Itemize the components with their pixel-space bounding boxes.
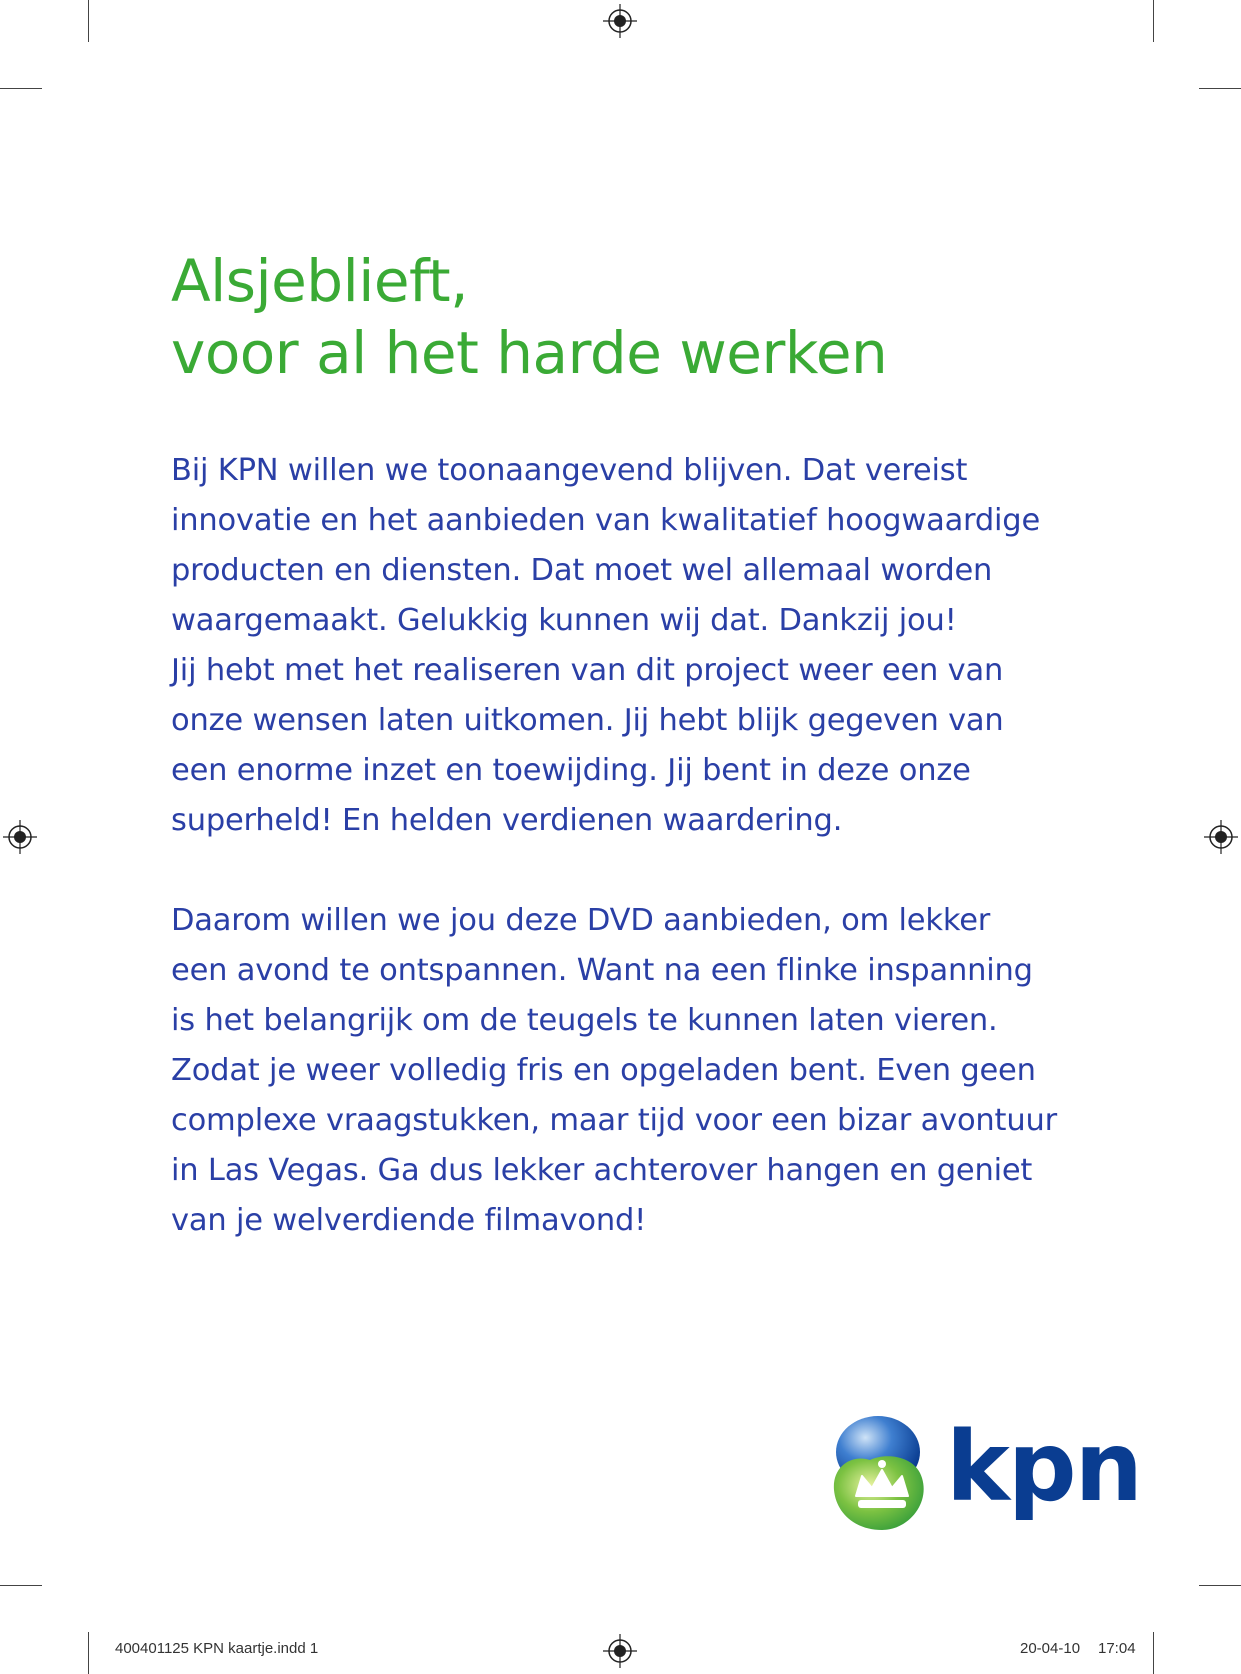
paragraph-2 — [171, 896, 1101, 1246]
paragraph-line: complexe vraagstukken, maar tijd voor een bizar avontuur — [171, 1103, 1057, 1138]
paragraph-line: producten en diensten. Dat moet wel allemaal worden — [171, 553, 993, 588]
kpn-wordmark: kpn — [946, 1411, 1141, 1523]
paragraph-line: Bij KPN willen we toonaangevend blijven. Dat vereist — [171, 453, 968, 488]
headline-line-2: voor al het harde werken — [171, 319, 888, 387]
slug-date: 20-04-10 — [1020, 1640, 1081, 1657]
crop-mark — [1153, 1632, 1154, 1674]
paragraph-line: een enorme inzet en toewijding. Jij bent in deze onze — [171, 753, 971, 788]
slug-time: 17:04 — [1098, 1640, 1136, 1657]
paragraph-line: waargemaakt. Gelukkig kunnen wij dat. Dankzij jou! — [171, 603, 957, 638]
paragraph-line: is het belangrijk om de teugels te kunnen laten vieren. — [171, 1003, 998, 1038]
crop-mark — [0, 1585, 42, 1586]
registration-mark-icon — [1204, 820, 1238, 854]
registration-mark-icon — [3, 820, 37, 854]
paragraph-line: van je welverdiende filmavond! — [171, 1203, 647, 1238]
paragraph-line: Daarom willen we jou deze DVD aanbieden, om lekker — [171, 903, 991, 938]
paragraph-line: Jij hebt met het realiseren van dit project weer een van — [171, 653, 1004, 688]
registration-mark-icon — [603, 4, 637, 38]
paragraph-1 — [171, 446, 1101, 846]
headline-line-1: Alsjeblieft, — [171, 247, 469, 315]
paragraph-line: onze wensen laten uitkomen. Jij hebt blijk gegeven van — [171, 703, 1004, 738]
headline — [171, 245, 887, 389]
crop-mark — [88, 0, 89, 42]
paragraph-line: Zodat je weer volledig fris en opgeladen bent. Even geen — [171, 1053, 1036, 1088]
kpn-crown-icon — [826, 1412, 938, 1534]
crop-mark — [1199, 88, 1241, 89]
registration-mark-icon — [603, 1634, 637, 1668]
paragraph-line: in Las Vegas. Ga dus lekker achterover hangen en geniet — [171, 1153, 1033, 1188]
crop-mark — [1153, 0, 1154, 42]
paragraph-line: een avond te ontspannen. Want na een flinke inspanning — [171, 953, 1033, 988]
paragraph-line: superheld! En helden verdienen waardering. — [171, 803, 843, 838]
crop-mark — [88, 1632, 89, 1674]
crop-mark — [1199, 1585, 1241, 1586]
crop-mark — [0, 88, 42, 89]
paragraph-line: innovatie en het aanbieden van kwalitatief hoogwaardige — [171, 503, 1041, 538]
slug-filename: 400401125 KPN kaartje.indd 1 — [115, 1640, 319, 1657]
